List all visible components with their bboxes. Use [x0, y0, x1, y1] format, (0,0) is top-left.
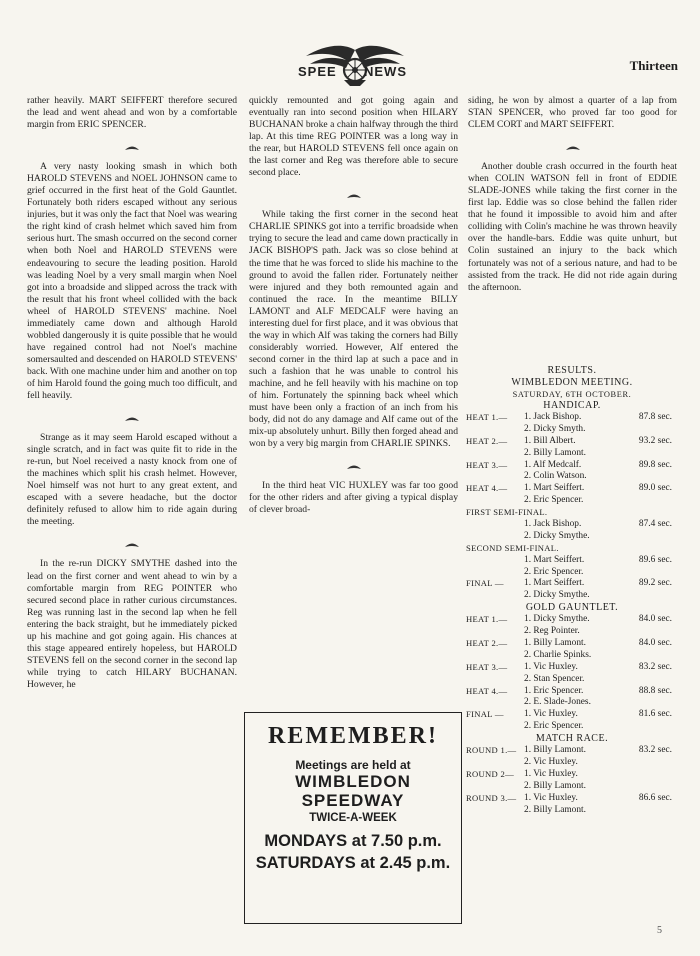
results-row-label: HEAT 2.—	[466, 638, 508, 649]
results-row-rider: 1. Dicky Smythe.	[524, 614, 590, 625]
results-row-label: HEAT 3.—	[466, 459, 508, 470]
results-row	[466, 424, 678, 436]
article-column-1	[27, 95, 237, 705]
results-row-label: FIRST SEMI-FINAL.	[466, 507, 548, 518]
results-row-rider: 1. Billy Lamont.	[524, 638, 586, 649]
results-row-label: HEAT 2.—	[466, 435, 508, 446]
results-row	[466, 793, 678, 805]
results-row	[466, 590, 678, 602]
results-row-label: HEAT 1.—	[466, 412, 508, 422]
results-row	[466, 614, 678, 626]
results-row-time: 89.6 sec.	[638, 554, 672, 565]
results-row-label: ROUND 2—	[466, 768, 514, 779]
results-body	[466, 400, 678, 817]
results-row-rider: 1. Mart Seiffert.	[524, 554, 585, 565]
results-row	[466, 721, 678, 733]
remember-frequency: TWICE-A-WEEK	[309, 812, 397, 824]
remember-title: REMEMBER!	[268, 723, 438, 749]
results-row	[466, 412, 678, 424]
results-row-label: HEAT 4.—	[466, 483, 508, 494]
speed-news-logo	[292, 42, 418, 88]
paragraph: In the re-run DICKY SMYTHE dashed into the lead on the first corner and went ahead to win by a comfortable margin from REG POINTER who secured second place in rather curious circumstances. Reg was running last in the second lap when he fell entering the back straight, but he immediately picked up his machine and got going again. His chances at this stage appeared entirely hopeless, but HAROLD STEVENS fell on the second corner in the second lap while trying to catch HILARY BUCHANAN. However, he	[27, 558, 237, 690]
results-row	[466, 662, 678, 674]
results-row-rider: 2. Eric Spencer.	[524, 566, 584, 577]
results-row	[466, 745, 678, 757]
results-row-time: 87.8 sec.	[638, 412, 672, 422]
results-row	[466, 543, 678, 555]
paragraph: A very nasty looking smash in which both HAROLD STEVENS and NOEL JOHNSON came to grief occurred in the first heat of the Gold Gauntlet. Fortunately both riders escaped without any serious injuries, but it was only the fact that Noel was wearing the right kind of crash helmet which saved him from serious hurt. The smash occurred on the second corner when both Noel and HAROLD STEVENS were endeavouring to secure the leading position. Harold was leading Noel by a very small margin when Noel got into a broadside and slipped across the track with the result that his front wheel collided with the back wheel of HAROLD STEVENS' machine. Noel immediately came down and although Harold wobbled dangerously it is quite possible that he would have regained control had not Noel's machine somersaulted and descended on HAROLD STEVENS' back. With one machine under him and another on top of him Harold found the going much too difficult, and fell heavily.	[27, 161, 237, 402]
results-row-rider: 1. Eric Spencer.	[524, 685, 584, 696]
results-row-rider: 2. Billy Lamont.	[524, 804, 586, 815]
results-row-time: 81.6 sec.	[638, 709, 672, 720]
results-row	[466, 519, 678, 531]
results-row	[466, 769, 678, 781]
results-row-rider: 2. Billy Lamont.	[524, 780, 586, 791]
logo-text-left: SPEE	[298, 64, 337, 79]
results-row	[466, 436, 678, 448]
results-row-rider: 1. Mart Seiffert.	[524, 578, 585, 589]
results-row	[466, 460, 678, 472]
results-row	[466, 495, 678, 507]
results-section-title: HANDICAP.	[543, 400, 601, 411]
article-column-2	[249, 95, 458, 530]
page-number: Thirteen	[629, 58, 678, 73]
paragraph: quickly remounted and got going again and eventually ran into second position when HILARY BUCHANAN broke a chain halfway through the third lap. At this time REG POINTER was a long way in the rear, but HAROLD STEVENS fell once again on the last corner and Reg was therefore able to secure second place.	[249, 95, 458, 179]
results-row	[466, 781, 678, 793]
results-row-rider: 2. Billy Lamont.	[524, 447, 586, 458]
paragraph: Strange as it may seem Harold escaped without a single scratch, and in fact was quite fit to ride in the re-run, but Noel received a nasty knock from one of the machines which split his crash helmet. However, Noel himself was not hurt to any great extent, and escaped with a severe headache, but the doctor definitely refused to allow him to ride again during the meeting.	[27, 432, 237, 528]
results-row	[466, 638, 678, 650]
results-row	[466, 697, 678, 709]
results-row-time: 83.2 sec.	[638, 745, 672, 756]
results-row-rider: 1. Jack Bishop.	[524, 519, 582, 530]
results-row-label: FINAL —	[466, 709, 504, 720]
results-row-rider: 1. Vic Huxley.	[524, 768, 578, 779]
results-row	[466, 448, 678, 460]
results-row-rider: 2. Stan Spencer.	[524, 673, 585, 684]
results-row-rider: 1. Vic Huxley.	[524, 709, 578, 720]
results-row-rider: 1. Vic Huxley.	[524, 792, 578, 803]
results-row-rider: 2. Eric Spencer.	[524, 721, 584, 732]
results-row-time: 89.2 sec.	[638, 578, 672, 589]
results-row-time: 86.6 sec.	[638, 792, 672, 803]
results-row	[466, 686, 678, 698]
paragraph: siding, he won by almost a quarter of a lap from STAN SPENCER, who proved far too good for CLEM CORT and MART SEIFFERT.	[468, 95, 677, 131]
separator-icon	[468, 145, 677, 155]
results-row-label: FINAL —	[466, 578, 504, 589]
results-row-rider: 1. Mart Seiffert.	[524, 483, 585, 494]
results-row-rider: 2. Charlie Spinks.	[524, 649, 592, 660]
remember-advert-box	[244, 712, 462, 924]
results-row	[466, 674, 678, 686]
results-row-time: 89.0 sec.	[638, 483, 672, 494]
separator-icon	[27, 416, 237, 426]
remember-line: Meetings are held at	[295, 758, 411, 772]
results-row-label: ROUND 3.—	[466, 792, 517, 803]
results-row-rider: 2. Dicky Smyth.	[524, 423, 586, 434]
results-row-time: 89.8 sec.	[638, 459, 672, 470]
results-row-time: 83.2 sec.	[638, 661, 672, 672]
article-column-3	[468, 95, 677, 308]
results-row-time: 84.0 sec.	[638, 614, 672, 625]
paragraph: Another double crash occurred in the fourth heat when COLIN WATSON fell in front of EDDIE SLADE-JONES while taking the first corner in the first lap. Eddie was so close behind the fallen rider that he found it impossible to avoid him and after colliding with Colin's machine he was thrown heavily over the handle-bars. Eddie was quite unhurt, but Colin sustained an injury to the back which fortunately was not of a serious nature, and had to be assisted from the track. He did not ride again during the afternoon.	[468, 161, 677, 293]
results-row-time: 93.2 sec.	[638, 435, 672, 446]
results-row-rider: 1. Jack Bishop.	[524, 412, 582, 422]
results-row	[466, 555, 678, 567]
page-header	[0, 38, 700, 88]
paragraph: In the third heat VIC HUXLEY was far too good for the other riders and after giving a typical display of clever broad-	[249, 480, 458, 516]
results-row-rider: 2. Eric Spencer.	[524, 495, 584, 506]
results-row-label: HEAT 3.—	[466, 661, 508, 672]
results-row	[466, 507, 678, 519]
results-section-title: MATCH RACE.	[535, 733, 609, 745]
remember-venue: WIMBLEDON	[295, 772, 411, 791]
results-row-rider: 2. Reg Pointer.	[524, 626, 580, 637]
results-date: SATURDAY, 6TH OCTOBER.	[512, 390, 632, 399]
results-row-label: HEAT 1.—	[466, 614, 508, 625]
remember-schedule: SATURDAYS at 2.45 p.m.	[255, 854, 451, 872]
results-row-time: 87.4 sec.	[638, 519, 672, 530]
results-meeting: WIMBLEDON MEETING.	[511, 377, 633, 388]
results-row	[466, 805, 678, 817]
remember-venue: SPEEDWAY	[301, 791, 405, 810]
remember-schedule: MONDAYS at 7.50 p.m.	[264, 832, 442, 850]
results-row-rider: 2. E. Slade-Jones.	[524, 697, 591, 708]
results-row-rider: 1. Alf Medcalf.	[524, 459, 582, 470]
results-row-rider: 1. Bill Albert.	[524, 435, 576, 446]
results-row-rider: 2. Vic Huxley.	[524, 757, 578, 768]
results-row	[466, 531, 678, 543]
results-table	[466, 365, 678, 817]
results-row	[466, 650, 678, 662]
results-row-rider: 2. Dicky Smythe.	[524, 590, 590, 601]
results-heading: RESULTS.	[547, 365, 597, 376]
results-row-rider: 2. Colin Watson.	[524, 471, 587, 482]
results-row-label: SECOND SEMI-FINAL.	[466, 542, 559, 553]
results-row	[466, 757, 678, 769]
results-row	[466, 626, 678, 638]
results-row	[466, 483, 678, 495]
results-section-title: GOLD GAUNTLET.	[525, 602, 619, 614]
paragraph: While taking the first corner in the second heat CHARLIE SPINKS got into a terrific broadside when trying to secure the lead and came down practically in JACK BISHOP'S path. Jack was so close behind at the time that he was forced to slide his machine to the ground to avoid the fallen rider. Fortunately neither were injured and they both remounted again and continued the race. In the meantime BILLY LAMONT and ALF MEDCALF were having an interesting duel for first place, and it was obvious that the way in which Alf was taking the corners had Billy considerably worried. However, Alf entered the second corner in the third lap at such a pace and in such a fashion that he was unable to control his machine, and he fell heavily with his machine on top of him. Fortunately the spinning back wheel which must have been only a fraction of an inch from his body, did not do any damage and Alf came out of the mix-up absolutely unhurt. Billy then forged ahead and won by a very big margin from CHARLIE SPINKS.	[249, 209, 458, 450]
results-row-time: 88.8 sec.	[638, 685, 672, 696]
results-row-label: ROUND 1.—	[466, 745, 517, 756]
results-row-label: HEAT 4.—	[466, 685, 508, 696]
results-row	[466, 709, 678, 721]
results-row	[466, 471, 678, 483]
results-row-rider: 2. Dicky Smythe.	[524, 530, 590, 541]
page-mark: 5	[657, 925, 662, 936]
separator-icon	[27, 542, 237, 552]
results-row-time: 84.0 sec.	[638, 638, 672, 649]
results-row	[466, 578, 678, 590]
separator-icon	[249, 193, 458, 203]
results-row-rider: 1. Billy Lamont.	[524, 745, 586, 756]
results-row-rider: 1. Vic Huxley.	[524, 661, 578, 672]
separator-icon	[249, 464, 458, 474]
separator-icon	[27, 145, 237, 155]
logo-text-right: NEWS	[364, 64, 407, 79]
paragraph: rather heavily. MART SEIFFERT therefore secured the lead and went ahead and won by a comfortable margin from ERIC SPENCER.	[27, 95, 237, 131]
results-row	[466, 567, 678, 579]
